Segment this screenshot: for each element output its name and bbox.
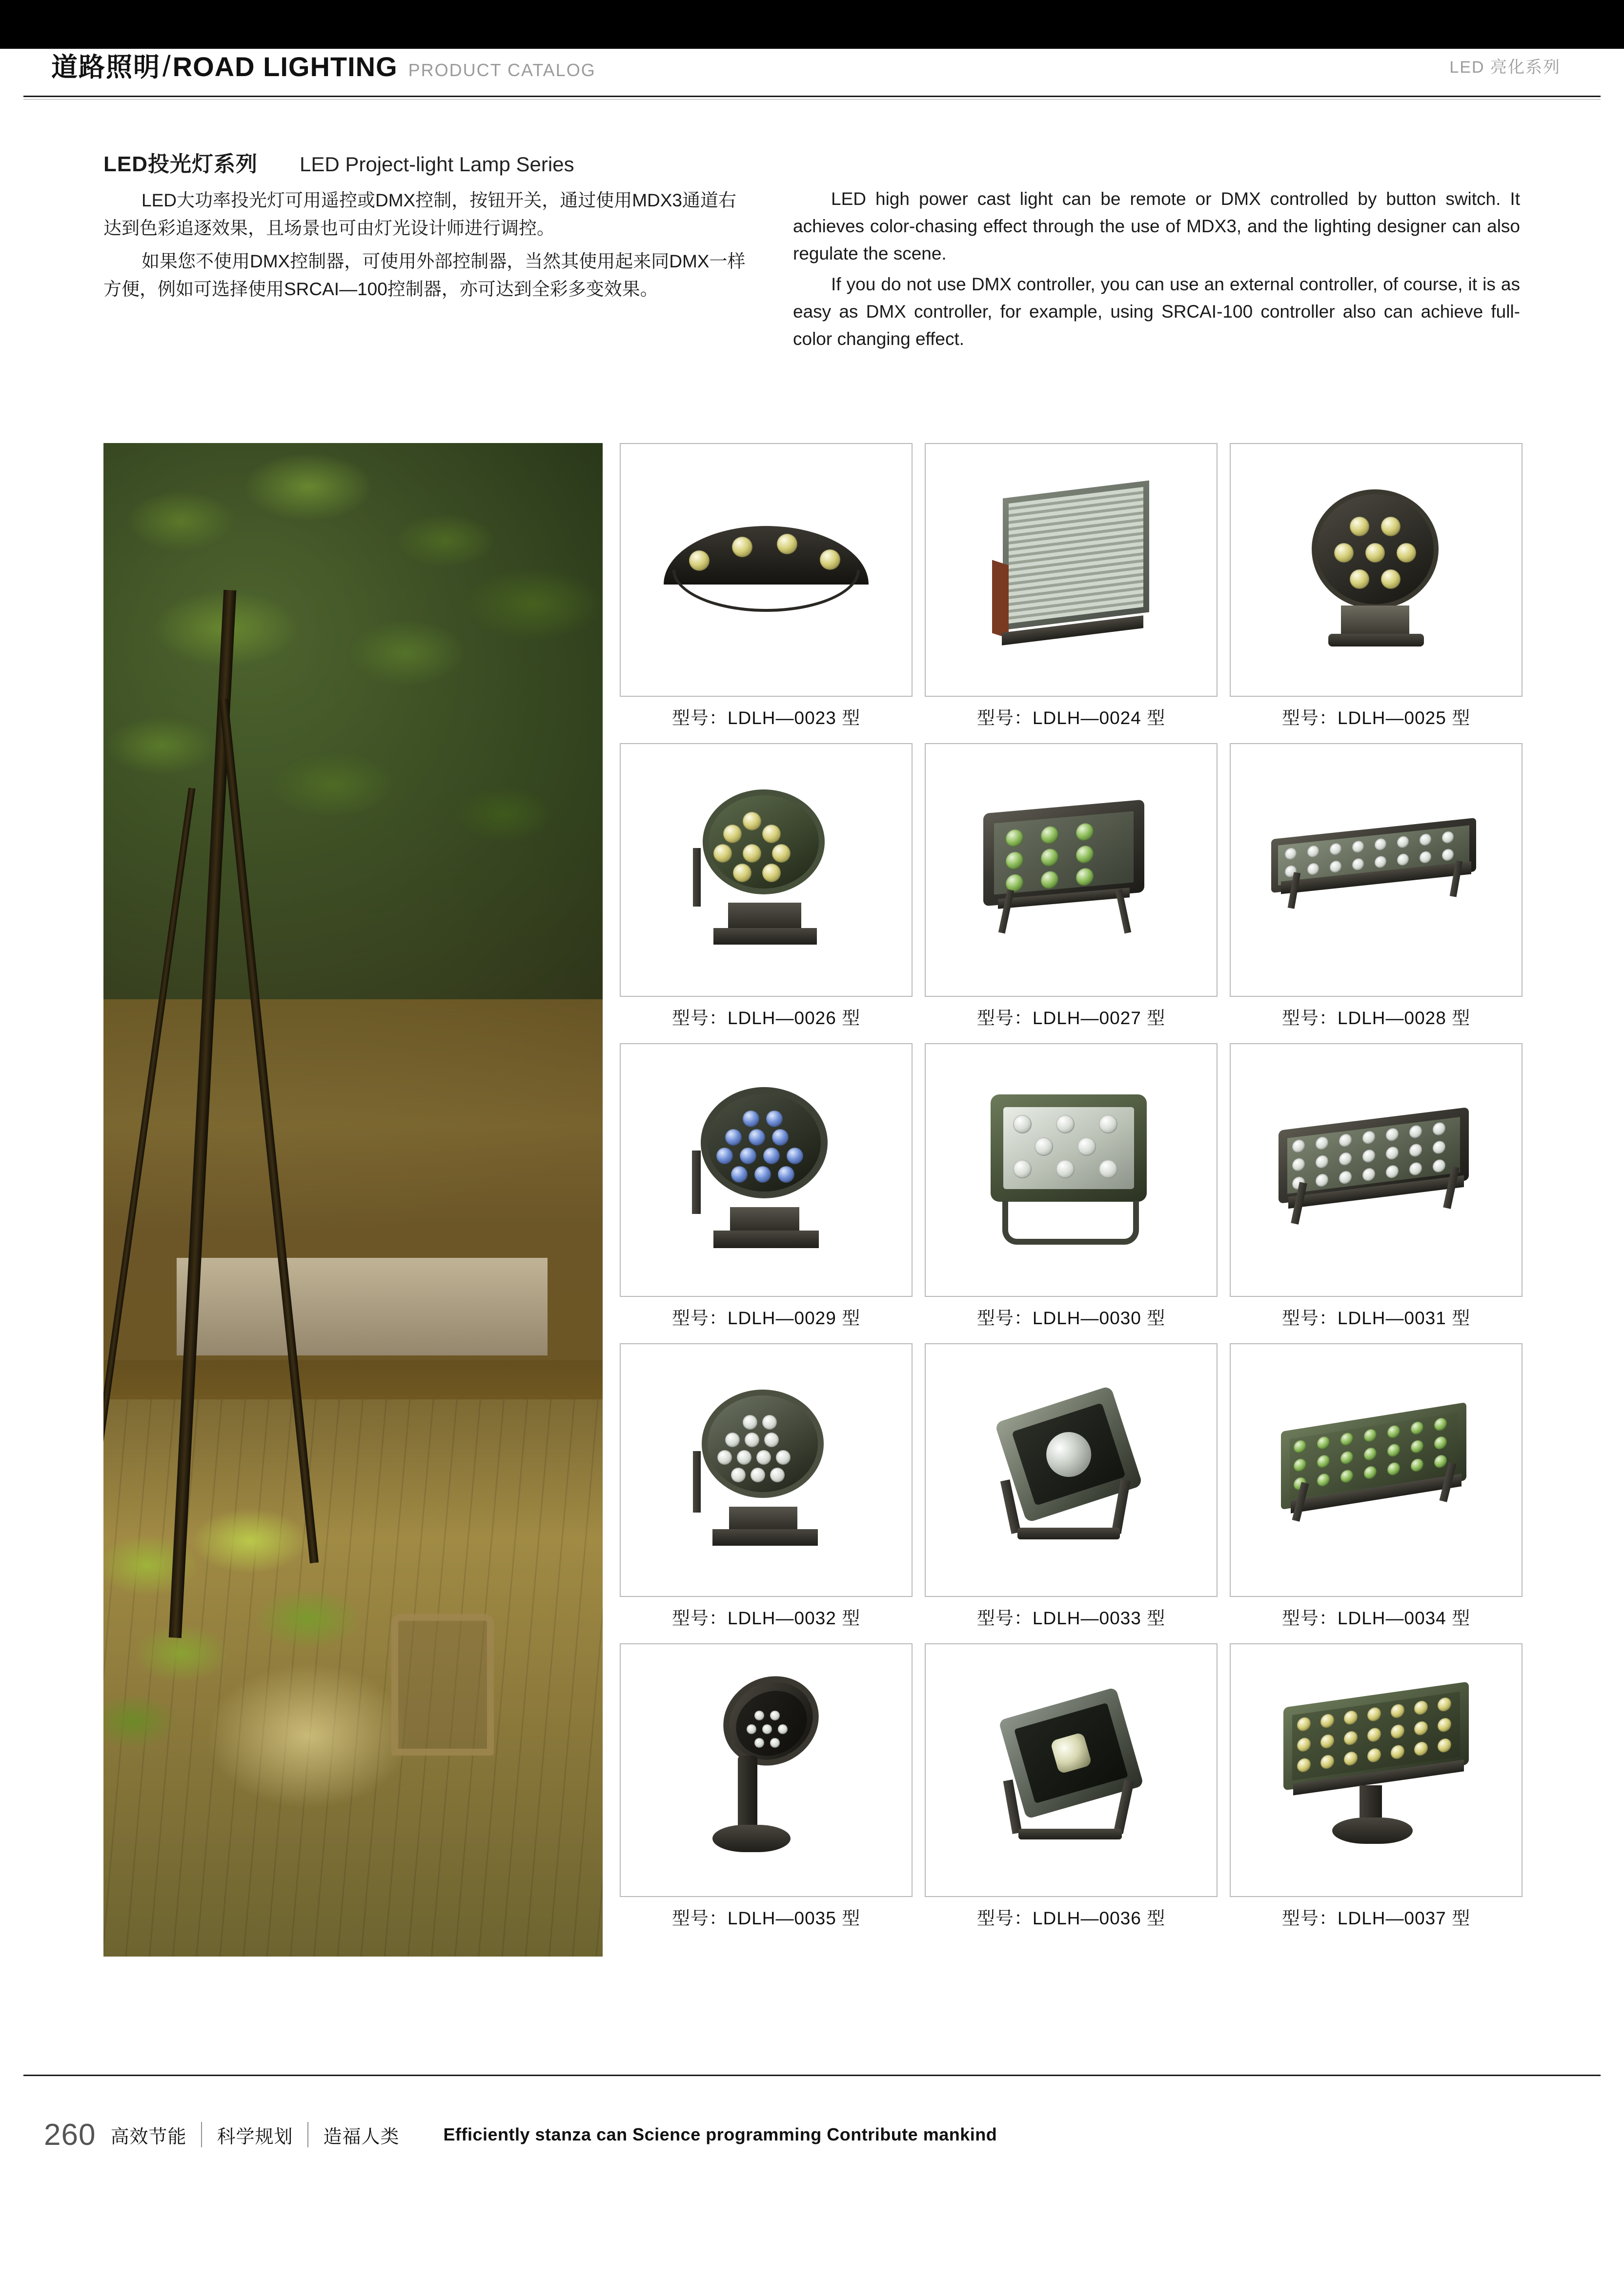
product-cell[interactable] bbox=[1230, 1343, 1522, 1630]
product-caption: 型号：LDLH—0036 型 bbox=[976, 1908, 1166, 1928]
lamp-art-wall-washer-long bbox=[1261, 814, 1491, 926]
product-image bbox=[1230, 743, 1522, 997]
product-cell[interactable] bbox=[1230, 743, 1522, 1030]
product-caption: 型号：LDLH—0026 型 bbox=[671, 1008, 861, 1028]
product-cell[interactable] bbox=[1230, 1043, 1522, 1330]
product-caption: 型号：LDLH—0034 型 bbox=[1281, 1608, 1471, 1628]
lamp-art-angled-floodlight bbox=[988, 1392, 1154, 1548]
lamp-art-rect-12led bbox=[974, 797, 1169, 943]
product-image bbox=[620, 743, 913, 997]
section-heading bbox=[103, 146, 574, 178]
product-caption: 型号：LDLH—0029 型 bbox=[671, 1308, 861, 1328]
product-image bbox=[620, 1643, 913, 1897]
product-caption: 型号：LDLH—0028 型 bbox=[1281, 1008, 1471, 1028]
hero-tree-canopy bbox=[103, 443, 603, 1053]
product-caption: 型号：LDLH—0031 型 bbox=[1281, 1308, 1471, 1328]
intro-cn-paragraph-1: LED大功率投光灯可用遥控或DMX控制，按钮开关，通过使用MDX3通道右达到色彩追逐效果，且场景也可由灯光设计师进行调控。 bbox=[103, 190, 736, 239]
lamp-art-panel-on-base bbox=[1274, 1690, 1479, 1851]
product-image bbox=[925, 743, 1218, 997]
footer-divider bbox=[23, 2075, 1601, 2076]
product-caption: 型号：LDLH—0037 型 bbox=[1281, 1908, 1471, 1928]
product-cell[interactable] bbox=[925, 1043, 1218, 1330]
lamp-art-cob-floodlight bbox=[988, 1692, 1154, 1848]
header-divider-thin bbox=[23, 99, 1601, 100]
footer-slogan-cn-2: 科学规划 bbox=[217, 2126, 293, 2147]
product-cell[interactable] bbox=[1230, 1643, 1522, 1930]
product-cell[interactable] bbox=[1230, 443, 1522, 729]
lamp-art-round-amber-base bbox=[688, 789, 844, 950]
product-caption: 型号：LDLH—0024 型 bbox=[976, 708, 1166, 728]
footer-slogan-cn-3: 造福人类 bbox=[323, 2126, 400, 2147]
intro-en-paragraph-2: If you do not use DMX controller, you can use an external controller, of course, it is as easy as DMX controller, for example, using SRCAI-100 controller also can achieve full-color changing effect. bbox=[793, 274, 1520, 349]
product-image bbox=[1230, 1043, 1522, 1297]
header-subtitle: PRODUCT CATALOG bbox=[408, 60, 596, 80]
product-image bbox=[925, 443, 1218, 697]
intro-cn-paragraph-2: 如果您不使用DMX控制器，可使用外部控制器，当然其使用起来同DMX一样方便，例如可选择使用SRCAI—100控制器，亦可达到全彩多变效果。 bbox=[103, 251, 746, 300]
hero-chair bbox=[391, 1614, 494, 1756]
lamp-art-wall-washer-grid bbox=[1269, 1109, 1483, 1231]
footer-slogan-cn-1: 高效节能 bbox=[110, 2126, 187, 2147]
product-image bbox=[925, 1343, 1218, 1597]
product-cell[interactable] bbox=[620, 443, 913, 729]
product-cell[interactable] bbox=[620, 1043, 913, 1330]
product-image bbox=[1230, 1643, 1522, 1897]
intro-en-paragraph-1: LED high power cast light can be remote or DMX controlled by button switch. It achieves color-chasing effect through the use of MDX3, and the lighting designer can also regulate the scene. bbox=[793, 189, 1520, 264]
lamp-art-round-9led bbox=[1303, 489, 1449, 650]
section-heading-cn: LED投光灯系列 bbox=[103, 152, 258, 176]
lamp-art-round-blue-base bbox=[688, 1087, 844, 1253]
product-image bbox=[1230, 443, 1522, 697]
product-image bbox=[620, 1343, 913, 1597]
header-divider bbox=[23, 96, 1601, 97]
intro-chinese-column bbox=[103, 186, 752, 308]
footer-slogan-en: Efficiently stanza can Science programming Contribute mankind bbox=[443, 2124, 997, 2144]
product-cell[interactable] bbox=[925, 1343, 1218, 1630]
section-heading-en: LED Project-light Lamp Series bbox=[300, 153, 574, 176]
lamp-art-grid-36led bbox=[1271, 1409, 1481, 1531]
lamp-art-round-white-base bbox=[688, 1390, 844, 1551]
product-image bbox=[620, 1043, 913, 1297]
lamp-art-square-9led-handle bbox=[981, 1090, 1161, 1251]
product-cell[interactable] bbox=[620, 743, 913, 1030]
product-image bbox=[925, 1643, 1218, 1897]
product-caption: 型号：LDLH—0025 型 bbox=[1281, 708, 1471, 728]
product-caption: 型号：LDLH—0027 型 bbox=[976, 1008, 1166, 1028]
hero-photo bbox=[103, 443, 603, 1957]
product-caption: 型号：LDLH—0023 型 bbox=[671, 708, 861, 728]
product-image bbox=[1230, 1343, 1522, 1597]
product-cell[interactable] bbox=[620, 1343, 913, 1630]
product-cell[interactable] bbox=[620, 1643, 913, 1930]
hero-buffet-counter bbox=[177, 1258, 548, 1355]
intro-english-column bbox=[793, 185, 1520, 356]
product-image bbox=[925, 1043, 1218, 1297]
product-cell[interactable] bbox=[925, 1643, 1218, 1930]
product-cell[interactable] bbox=[925, 443, 1218, 729]
page-footer bbox=[0, 2098, 1624, 2171]
product-caption: 型号：LDLH—0033 型 bbox=[976, 1608, 1166, 1628]
lamp-art-big-panel bbox=[988, 489, 1154, 650]
header-series-label: LED 亮化系列 bbox=[1449, 58, 1561, 77]
product-caption: 型号：LDLH—0032 型 bbox=[671, 1608, 861, 1628]
product-cell[interactable] bbox=[925, 743, 1218, 1030]
header-title-cn: 道路照明 bbox=[51, 53, 161, 82]
header-black-bar bbox=[0, 0, 1624, 49]
page-header bbox=[0, 0, 1624, 105]
header-slash: / bbox=[162, 50, 171, 82]
product-caption: 型号：LDLH—0030 型 bbox=[976, 1308, 1166, 1328]
hero-uplight-glow bbox=[206, 1663, 411, 1809]
product-caption: 型号：LDLH—0035 型 bbox=[671, 1908, 861, 1928]
header-title-en: ROAD LIGHTING bbox=[172, 51, 398, 82]
lamp-art-spike-spotlight bbox=[693, 1677, 839, 1863]
lamp-art-curved-bar bbox=[664, 521, 869, 619]
product-image bbox=[620, 443, 913, 697]
page-number: 260 bbox=[44, 2118, 96, 2152]
product-grid bbox=[620, 443, 1522, 1930]
header-title-group bbox=[51, 46, 596, 84]
